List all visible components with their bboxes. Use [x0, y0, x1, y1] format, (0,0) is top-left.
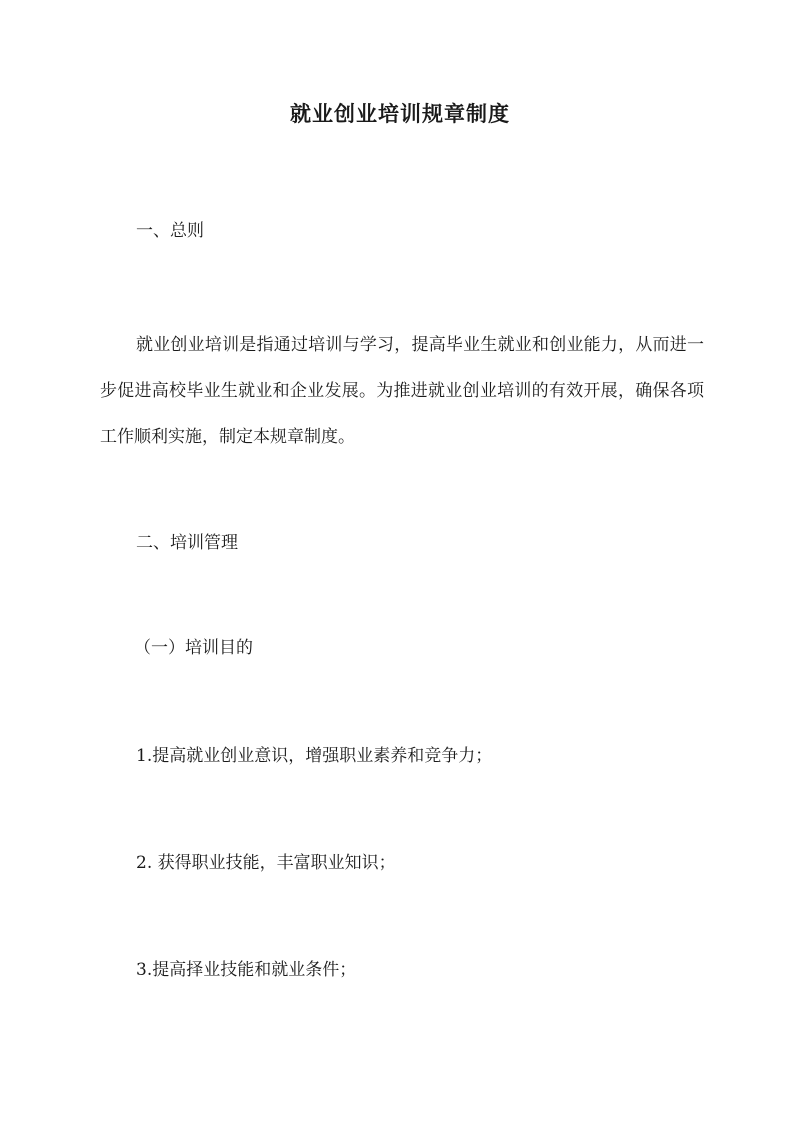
section-heading-general: 一、总则 — [136, 221, 204, 241]
list-item: 3.提高择业技能和就业条件； — [136, 960, 357, 980]
list-item: 2. 获得职业技能，丰富职业知识； — [136, 853, 396, 873]
section-heading-training-management: 二、培训管理 — [136, 533, 238, 553]
list-item: 1.提高就业创业意识，增强职业素养和竞争力； — [136, 746, 493, 766]
general-paragraph: 就业创业培训是指通过培训与学习，提高毕业生就业和创业能力，从而进一步促进高校毕业生就业和企业发展。为推进就业创业培训的有效开展，确保各项工作顺利实施，制定本规章制度。 — [100, 335, 704, 447]
subheading-training-purpose: （一）培训目的 — [134, 638, 253, 658]
document-title: 就业创业培训规章制度 — [290, 101, 510, 126]
